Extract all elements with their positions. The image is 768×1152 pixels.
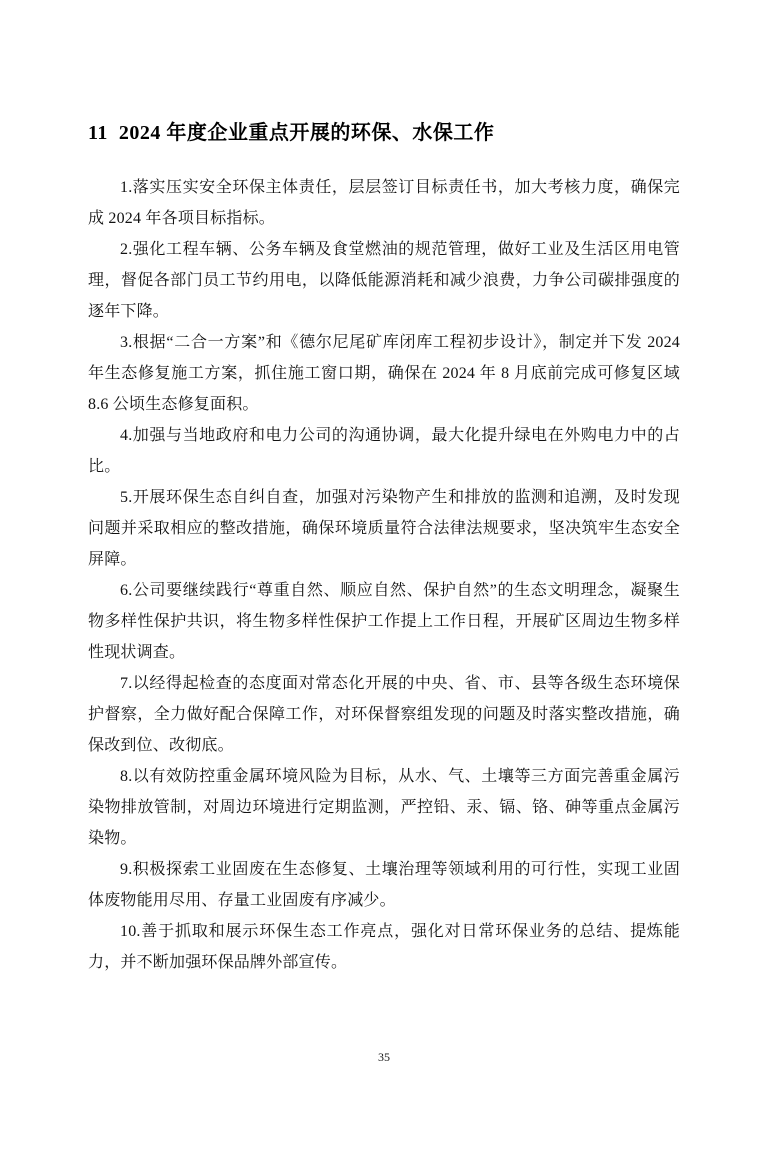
page-number: 35 [378, 1050, 390, 1064]
paragraph-9: 9.积极探索工业固废在生态修复、土壤治理等领域利用的可行性，实现工业固体废物能用尽用、存量工业固废有序减少。 [88, 861, 680, 909]
section-heading: 11 2024 年度企业重点开展的环保、水保工作 [88, 122, 495, 144]
paragraph-8: 8.以有效防控重金属环境风险为目标，从水、气、土壤等三方面完善重金属污染物排放管制，对周边环境进行定期监测，严控铅、汞、镉、铬、砷等重点金属污染物。 [88, 768, 680, 847]
paragraph-3: 3.根据“二合一方案”和《德尔尼尾矿库闭库工程初步设计》，制定并下发 2024 年生态修复施工方案，抓住施工窗口期，确保在 2024 年 8 月底前完成可修复区域 8.6 公顷生态修复面积。 [88, 334, 680, 413]
paragraph-7: 7.以经得起检查的态度面对常态化开展的中央、省、市、县等各级生态环境保护督察，全力做好配合保障工作，对环保督察组发现的问题及时落实整改措施，确保改到位、改彻底。 [88, 675, 680, 754]
paragraph-1: 1.落实压实安全环保主体责任，层层签订目标责任书，加大考核力度，确保完成 2024 年各项目标指标。 [88, 179, 680, 227]
document-body [88, 172, 680, 978]
paragraph-10: 10.善于抓取和展示环保生态工作亮点，强化对日常环保业务的总结、提炼能力，并不断加强环保品牌外部宣传。 [88, 923, 680, 971]
paragraph-4: 4.加强与当地政府和电力公司的沟通协调，最大化提升绿电在外购电力中的占比。 [88, 427, 680, 475]
paragraph-5: 5.开展环保生态自纠自查，加强对污染物产生和排放的监测和追溯，及时发现问题并采取相应的整改措施，确保环境质量符合法律法规要求，坚决筑牢生态安全屏障。 [88, 489, 680, 568]
paragraph-2: 2.强化工程车辆、公务车辆及食堂燃油的规范管理，做好工业及生活区用电管理，督促各部门员工节约用电，以降低能源消耗和减少浪费，力争公司碳排强度的逐年下降。 [88, 241, 680, 320]
paragraph-6: 6.公司要继续践行“尊重自然、顺应自然、保护自然”的生态文明理念，凝聚生物多样性保护共识，将生物多样性保护工作提上工作日程，开展矿区周边生物多样性现状调查。 [88, 582, 680, 661]
document-content [88, 118, 680, 978]
